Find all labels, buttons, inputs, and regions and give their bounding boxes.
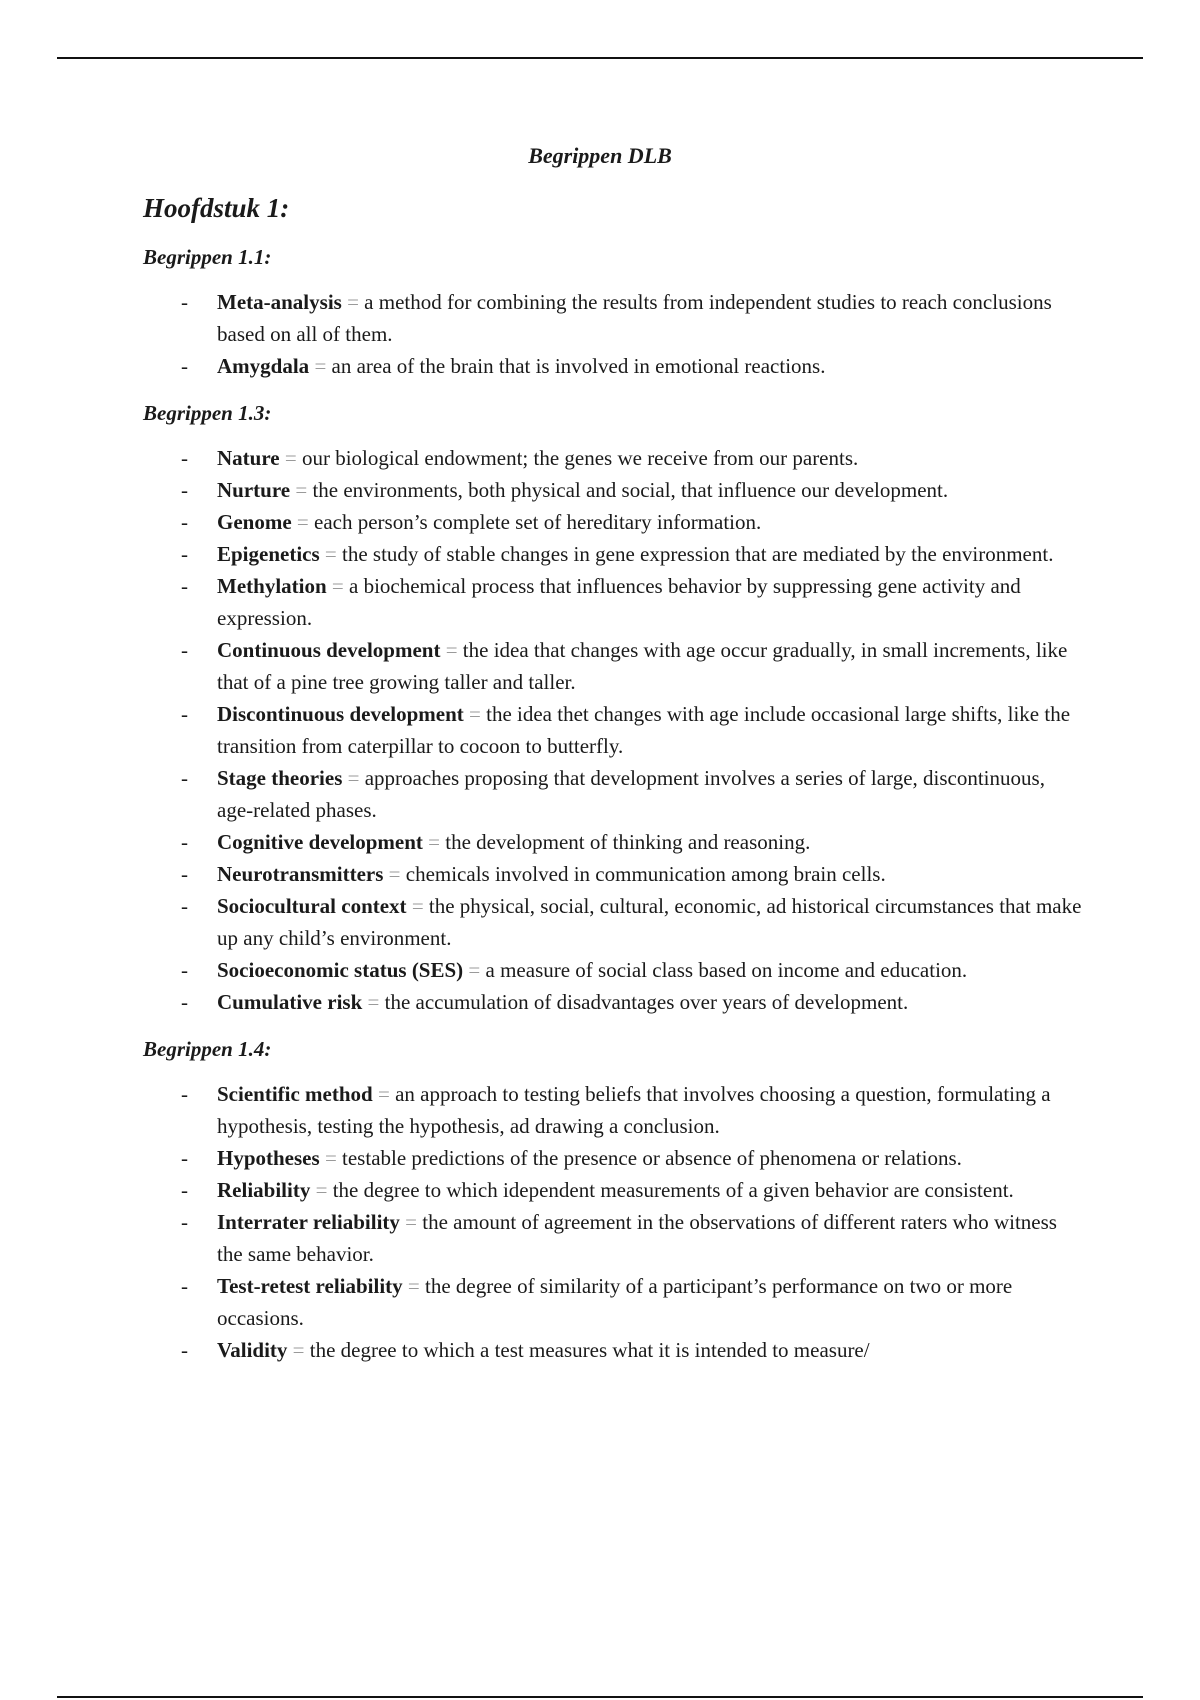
term-definition: approaches proposing that development involves a series of large, discontinuous, age-related phases.: [217, 766, 1045, 822]
term-name: Validity: [217, 1338, 288, 1362]
term-name: Cumulative risk: [217, 990, 363, 1014]
term-item: [143, 570, 1083, 634]
term-name: Reliability: [217, 1178, 311, 1202]
term-definition: a measure of social class based on income and education.: [485, 958, 968, 982]
term-definition: testable predictions of the presence or absence of phenomena or relations.: [342, 1146, 962, 1170]
term-item: [143, 698, 1083, 762]
term-item: [143, 762, 1083, 826]
bullet-dash: -: [181, 290, 188, 314]
equals-sign: =: [324, 1146, 337, 1170]
equals-sign: =: [388, 862, 401, 886]
equals-sign: =: [331, 574, 344, 598]
term-name: Hypotheses: [217, 1146, 320, 1170]
bullet-dash: -: [181, 958, 188, 982]
bullet-dash: -: [181, 510, 188, 534]
equals-sign: =: [411, 894, 424, 918]
bullet-dash: -: [181, 1210, 188, 1234]
term-definition: the study of stable changes in gene expression that are mediated by the environment.: [342, 542, 1054, 566]
term-definition: our biological endowment; the genes we receive from our parents.: [301, 446, 859, 470]
term-item: [143, 286, 1083, 350]
term-definition: a biochemical process that influences behavior by suppressing gene activity and expression.: [217, 574, 1021, 630]
bullet-dash: -: [181, 702, 188, 726]
sections-container: [143, 242, 1083, 1366]
equals-sign: =: [405, 1210, 418, 1234]
term-definition: the idea thet changes with age include occasional large shifts, like the transition from caterpillar to cocoon to butterfly.: [217, 702, 1071, 758]
term-item: [143, 1206, 1083, 1270]
term-item: [143, 954, 1083, 986]
equals-sign: =: [428, 830, 440, 854]
section-1-3: [143, 398, 1083, 1018]
term-definition: chemicals involved in communication among brain cells.: [405, 862, 886, 886]
term-name: Continuous development: [217, 638, 441, 662]
term-definition: an area of the brain that is involved in emotional reactions.: [331, 354, 826, 378]
bullet-dash: -: [181, 830, 188, 854]
term-definition: the environments, both physical and social, that influence our development.: [312, 478, 949, 502]
term-name: Discontinuous development: [217, 702, 464, 726]
chapter-heading: Hoofdstuk 1:: [143, 193, 290, 223]
term-name: Cognitive development: [217, 830, 423, 854]
term-list: [143, 1078, 1083, 1366]
term-name: Test-retest reliability: [217, 1274, 403, 1298]
bullet-dash: -: [181, 574, 188, 598]
term-item: [143, 506, 1083, 538]
term-item: [143, 442, 1083, 474]
term-name: Epigenetics: [217, 542, 320, 566]
equals-sign: =: [468, 958, 481, 982]
bullet-dash: -: [181, 354, 188, 378]
equals-sign: =: [292, 1338, 305, 1362]
bullet-dash: -: [181, 1178, 188, 1202]
term-definition: the accumulation of disadvantages over years of development.: [384, 990, 909, 1014]
term-name: Neurotransmitters: [217, 862, 384, 886]
section-title: Begrippen 1.1:: [143, 245, 272, 269]
term-definition: the degree to which idependent measurements of a given behavior are consistent.: [332, 1178, 1014, 1202]
bullet-dash: -: [181, 766, 188, 790]
term-list: [143, 286, 1083, 382]
term-name: Sociocultural context: [217, 894, 407, 918]
term-definition: the idea that changes with age occur gradually, in small increments, like that of a pine tree growing taller and taller.: [217, 638, 1068, 694]
bullet-dash: -: [181, 1082, 188, 1106]
term-name: Amygdala: [217, 354, 310, 378]
equals-sign: =: [324, 542, 337, 566]
term-item: [143, 1334, 1083, 1366]
term-item: [143, 890, 1083, 954]
section-title: Begrippen 1.4:: [143, 1037, 272, 1061]
equals-sign: =: [347, 290, 359, 314]
term-item: [143, 826, 1083, 858]
equals-sign: =: [347, 766, 360, 790]
equals-sign: =: [407, 1274, 420, 1298]
bottom-rule: [57, 1696, 1143, 1698]
term-item: [143, 986, 1083, 1018]
equals-sign: =: [314, 354, 327, 378]
bullet-dash: -: [181, 1274, 188, 1298]
term-item: [143, 1078, 1083, 1142]
equals-sign: =: [367, 990, 380, 1014]
term-name: Interrater reliability: [217, 1210, 400, 1234]
document-body: [143, 190, 1083, 1382]
term-definition: each person’s complete set of hereditary information.: [314, 510, 762, 534]
term-name: Nature: [217, 446, 280, 470]
equals-sign: =: [315, 1178, 328, 1202]
term-definition: the development of thinking and reasoning.: [445, 830, 811, 854]
term-item: [143, 474, 1083, 506]
term-name: Socioeconomic status (SES): [217, 958, 464, 982]
term-definition: the physical, social, cultural, economic, ad historical circumstances that make up any child’s environment.: [217, 894, 1082, 950]
term-definition: the degree to which a test measures what it is intended to measure/: [309, 1338, 870, 1362]
section-title: Begrippen 1.3:: [143, 401, 272, 425]
section-1-1: [143, 242, 1083, 382]
bullet-dash: -: [181, 542, 188, 566]
term-item: [143, 350, 1083, 382]
bullet-dash: -: [181, 990, 188, 1014]
term-item: [143, 858, 1083, 890]
term-list: [143, 442, 1083, 1018]
term-name: Meta-analysis: [217, 290, 342, 314]
bullet-dash: -: [181, 894, 188, 918]
bullet-dash: -: [181, 1338, 188, 1362]
term-name: Scientific method: [217, 1082, 373, 1106]
equals-sign: =: [296, 510, 309, 534]
term-item: [143, 1142, 1083, 1174]
term-definition: a method for combining the results from independent studies to reach conclusions based on all of them.: [217, 290, 1052, 346]
top-rule: [57, 57, 1143, 59]
bullet-dash: -: [181, 478, 188, 502]
term-item: [143, 1174, 1083, 1206]
term-name: Methylation: [217, 574, 327, 598]
bullet-dash: -: [181, 862, 188, 886]
section-1-4: [143, 1034, 1083, 1366]
document-title: Begrippen DLB: [528, 143, 672, 168]
equals-sign: =: [295, 478, 308, 502]
term-item: [143, 538, 1083, 570]
term-item: [143, 634, 1083, 698]
term-name: Stage theories: [217, 766, 343, 790]
term-definition: an approach to testing beliefs that involves choosing a question, formulating a hypothesis, testing the hypothesis, ad drawing a conclusion.: [217, 1082, 1051, 1138]
equals-sign: =: [377, 1082, 390, 1106]
term-item: [143, 1270, 1083, 1334]
bullet-dash: -: [181, 446, 188, 470]
term-name: Nurture: [217, 478, 291, 502]
equals-sign: =: [469, 702, 481, 726]
term-definition: the degree of similarity of a participant’s performance on two or more occasions.: [217, 1274, 1013, 1330]
equals-sign: =: [445, 638, 458, 662]
equals-sign: =: [284, 446, 297, 470]
term-definition: the amount of agreement in the observations of different raters who witness the same behavior.: [217, 1210, 1057, 1266]
bullet-dash: -: [181, 1146, 188, 1170]
bullet-dash: -: [181, 638, 188, 662]
term-name: Genome: [217, 510, 292, 534]
